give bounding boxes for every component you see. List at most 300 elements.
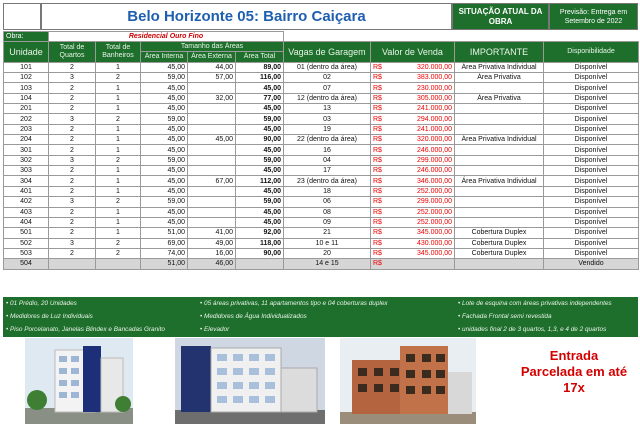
table-row <box>4 124 639 134</box>
availability: Disponível <box>544 217 639 227</box>
bedrooms-count: 2 <box>49 176 96 186</box>
area-total: 45,00 <box>236 83 284 93</box>
area-externa: 16,00 <box>188 248 236 258</box>
construction-status-label: SITUAÇÃO ATUAL DA OBRA <box>452 3 549 30</box>
area-total: 45,00 <box>236 145 284 155</box>
currency-symbol: R$ <box>373 84 382 92</box>
availability: Disponível <box>544 104 639 114</box>
availability: Disponível <box>544 93 639 103</box>
bathrooms-count: 1 <box>96 217 141 227</box>
table-row <box>4 135 639 145</box>
unit-number: 501 <box>4 228 49 238</box>
sale-price <box>371 93 455 103</box>
bedrooms-count: 2 <box>49 93 96 103</box>
currency-symbol: R$ <box>373 136 382 144</box>
col-tamanho: Tamanho das Áreas <box>141 42 284 52</box>
table-row <box>4 62 639 72</box>
unit-number: 104 <box>4 93 49 103</box>
availability: Disponível <box>544 248 639 258</box>
area-total: 77,00 <box>236 93 284 103</box>
important-note <box>455 114 544 124</box>
area-externa: 46,00 <box>188 259 236 269</box>
promo-line-1: Entrada <box>549 348 599 363</box>
area-externa <box>188 145 236 155</box>
availability: Disponível <box>544 186 639 196</box>
area-total: 59,00 <box>236 114 284 124</box>
table-row <box>4 217 639 227</box>
bathrooms-count: 1 <box>96 83 141 93</box>
bullet-icon: • <box>458 300 461 307</box>
price-value: 345.000,00 <box>416 229 452 237</box>
bathrooms-count: 1 <box>96 93 141 103</box>
parking-spots: 12 (dentro da área) <box>284 93 371 103</box>
area-externa: 57,00 <box>188 73 236 83</box>
feature-item: • Fachada Frontal semi revestida <box>458 313 552 320</box>
area-interna: 45,00 <box>141 207 188 217</box>
parking-spots: 21 <box>284 228 371 238</box>
table-row <box>4 73 639 83</box>
bathrooms-count: 1 <box>96 186 141 196</box>
availability: Disponível <box>544 135 639 145</box>
col-valor: Valor de Venda <box>371 42 455 63</box>
price-value: 430.000,00 <box>416 239 452 247</box>
availability: Disponível <box>544 62 639 72</box>
bathrooms-count: 2 <box>96 114 141 124</box>
parking-spots: 10 e 11 <box>284 238 371 248</box>
area-total: 112,00 <box>236 176 284 186</box>
bedrooms-count: 2 <box>49 145 96 155</box>
parking-spots: 06 <box>284 197 371 207</box>
bedrooms-count: 3 <box>49 73 96 83</box>
parking-spots: 02 <box>284 73 371 83</box>
important-note: Cobertura Duplex <box>455 238 544 248</box>
parking-spots: 13 <box>284 104 371 114</box>
bullet-icon: • <box>458 313 461 320</box>
col-quartos: Total de Quartos <box>49 42 96 63</box>
area-externa <box>188 186 236 196</box>
availability: Disponível <box>544 83 639 93</box>
area-total: 118,00 <box>236 238 284 248</box>
area-total: 45,00 <box>236 186 284 196</box>
unit-number: 401 <box>4 186 49 196</box>
unit-number: 302 <box>4 155 49 165</box>
bullet-icon: • <box>200 313 203 320</box>
area-interna: 45,00 <box>141 166 188 176</box>
parking-spots: 18 <box>284 186 371 196</box>
bedrooms-count: 3 <box>49 114 96 124</box>
area-interna: 59,00 <box>141 155 188 165</box>
bedrooms-count: 2 <box>49 104 96 114</box>
sale-price <box>371 197 455 207</box>
area-externa <box>188 83 236 93</box>
area-interna: 59,00 <box>141 114 188 124</box>
currency-symbol: R$ <box>373 105 382 113</box>
area-interna: 45,00 <box>141 176 188 186</box>
bathrooms-count: 1 <box>96 135 141 145</box>
unit-number: 303 <box>4 166 49 176</box>
bedrooms-count: 3 <box>49 197 96 207</box>
currency-symbol: R$ <box>373 177 382 185</box>
unit-number: 202 <box>4 114 49 124</box>
availability: Disponível <box>544 207 639 217</box>
important-note <box>455 124 544 134</box>
table-row <box>4 248 639 258</box>
price-value: 252.000,00 <box>416 219 452 227</box>
availability: Disponível <box>544 124 639 134</box>
price-value: 346.000,00 <box>416 177 452 185</box>
parking-spots: 04 <box>284 155 371 165</box>
unit-number: 201 <box>4 104 49 114</box>
parking-spots: 14 e 15 <box>284 259 371 269</box>
important-note: Área Privativa Individual <box>455 176 544 186</box>
price-value: 241.000,00 <box>416 125 452 133</box>
availability: Disponível <box>544 114 639 124</box>
sale-price <box>371 62 455 72</box>
area-interna: 45,00 <box>141 186 188 196</box>
area-interna: 45,00 <box>141 83 188 93</box>
parking-spots: 17 <box>284 166 371 176</box>
availability: Disponível <box>544 176 639 186</box>
area-externa <box>188 104 236 114</box>
important-note <box>455 104 544 114</box>
price-value: 305.000,00 <box>416 94 452 102</box>
bathrooms-count: 1 <box>96 207 141 217</box>
bullet-icon: • <box>200 326 203 333</box>
unit-number: 103 <box>4 83 49 93</box>
bedrooms-count: 2 <box>49 83 96 93</box>
sale-price <box>371 228 455 238</box>
unit-number: 203 <box>4 124 49 134</box>
obra-name: Residencial Ouro Fino <box>49 32 284 42</box>
sale-price <box>371 207 455 217</box>
important-note: Área Privativa Individual <box>455 62 544 72</box>
promo-line-3: 17x <box>563 380 585 395</box>
currency-symbol: R$ <box>373 63 382 71</box>
availability: Disponível <box>544 145 639 155</box>
important-note: Área Privativa Individual <box>455 135 544 145</box>
unit-number: 503 <box>4 248 49 258</box>
currency-symbol: R$ <box>373 239 382 247</box>
area-externa: 67,00 <box>188 176 236 186</box>
price-value: 345.000,00 <box>416 250 452 258</box>
bedrooms-count: 2 <box>49 124 96 134</box>
area-interna: 45,00 <box>141 104 188 114</box>
unit-number: 404 <box>4 217 49 227</box>
area-externa <box>188 217 236 227</box>
currency-symbol: R$ <box>373 187 382 195</box>
area-externa: 44,00 <box>188 62 236 72</box>
sale-price <box>371 135 455 145</box>
availability: Disponível <box>544 197 639 207</box>
availability: Disponível <box>544 155 639 165</box>
area-total: 45,00 <box>236 104 284 114</box>
promo-line-2: Parcelada em até <box>520 364 628 379</box>
unit-number: 504 <box>4 259 49 269</box>
area-total: 92,00 <box>236 228 284 238</box>
parking-spots: 23 (dentro da área) <box>284 176 371 186</box>
currency-symbol: R$ <box>373 260 382 268</box>
parking-spots: 09 <box>284 217 371 227</box>
col-banheiros: Total de Banheiros <box>96 42 141 63</box>
bedrooms-count: 2 <box>49 135 96 145</box>
price-value: 320.000,00 <box>416 136 452 144</box>
col-unidade: Unidade <box>4 42 49 63</box>
table-row <box>4 186 639 196</box>
area-externa <box>188 114 236 124</box>
feature-item: • Piso Porcelanato, Janelas Blindex e Bancadas Granito <box>6 326 165 333</box>
bedrooms-count: 2 <box>49 228 96 238</box>
price-value: 294.000,00 <box>416 115 452 123</box>
unit-number: 304 <box>4 176 49 186</box>
area-externa: 32,00 <box>188 93 236 103</box>
bullet-icon: • <box>458 326 461 333</box>
currency-symbol: R$ <box>373 167 382 175</box>
parking-spots: 16 <box>284 145 371 155</box>
building-render-side <box>175 338 325 424</box>
area-interna: 59,00 <box>141 197 188 207</box>
parking-spots: 08 <box>284 207 371 217</box>
area-externa <box>188 207 236 217</box>
price-value: 230.000,00 <box>416 84 452 92</box>
feature-item: • unidades final 2 de 3 quartos, 1,3, e 4 de 2 quartos <box>458 326 607 333</box>
area-externa <box>188 124 236 134</box>
area-total: 59,00 <box>236 197 284 207</box>
table-row <box>4 114 639 124</box>
important-note <box>455 166 544 176</box>
unit-number: 101 <box>4 62 49 72</box>
parking-spots: 01 (dentro da área) <box>284 62 371 72</box>
currency-symbol: R$ <box>373 219 382 227</box>
important-note: Área Privativa <box>455 93 544 103</box>
bedrooms-count: 2 <box>49 186 96 196</box>
parking-spots: 07 <box>284 83 371 93</box>
col-disponibilidade: Disponibilidade <box>544 42 639 63</box>
unit-number: 301 <box>4 145 49 155</box>
table-row <box>4 197 639 207</box>
price-value: 320.000,00 <box>416 63 452 71</box>
sale-price <box>371 248 455 258</box>
page-title: Belo Horizonte 05: Bairro Caiçara <box>41 3 452 30</box>
area-interna: 69,00 <box>141 238 188 248</box>
area-total: 90,00 <box>236 248 284 258</box>
header-spacer <box>284 32 639 42</box>
table-row <box>4 93 639 103</box>
table-row <box>4 238 639 248</box>
currency-symbol: R$ <box>373 74 382 82</box>
bathrooms-count <box>96 259 141 269</box>
price-value: 252.000,00 <box>416 208 452 216</box>
unit-number: 403 <box>4 207 49 217</box>
bathrooms-count: 1 <box>96 145 141 155</box>
feature-item: • Lote de esquina com áreas privativas independentes <box>458 300 612 307</box>
important-note <box>455 155 544 165</box>
important-note: Cobertura Duplex <box>455 248 544 258</box>
area-total: 59,00 <box>236 155 284 165</box>
units-table <box>3 31 639 270</box>
currency-symbol: R$ <box>373 250 382 258</box>
bedrooms-count: 2 <box>49 166 96 176</box>
area-interna: 45,00 <box>141 124 188 134</box>
important-note <box>455 145 544 155</box>
payment-promo <box>510 348 638 396</box>
price-value: 299.000,00 <box>416 156 452 164</box>
area-interna: 74,00 <box>141 248 188 258</box>
area-interna: 51,00 <box>141 259 188 269</box>
area-interna: 51,00 <box>141 228 188 238</box>
sale-price <box>371 124 455 134</box>
bathrooms-count: 1 <box>96 62 141 72</box>
bathrooms-count: 2 <box>96 73 141 83</box>
bedrooms-count: 2 <box>49 217 96 227</box>
important-note: Área Privativa <box>455 73 544 83</box>
availability: Disponível <box>544 166 639 176</box>
bedrooms-count: 2 <box>49 248 96 258</box>
area-total: 45,00 <box>236 207 284 217</box>
sale-price <box>371 186 455 196</box>
bathrooms-count: 2 <box>96 248 141 258</box>
area-total: 45,00 <box>236 166 284 176</box>
parking-spots: 20 <box>284 248 371 258</box>
important-note <box>455 207 544 217</box>
feature-item: • Medidores de Água Individualizados <box>200 313 307 320</box>
price-value: 252.000,00 <box>416 187 452 195</box>
currency-symbol: R$ <box>373 156 382 164</box>
building-render-front <box>25 338 133 424</box>
area-externa: 41,00 <box>188 228 236 238</box>
bathrooms-count: 1 <box>96 228 141 238</box>
units-table-body <box>4 62 639 269</box>
area-externa <box>188 197 236 207</box>
unit-number: 204 <box>4 135 49 145</box>
area-total: 89,00 <box>236 62 284 72</box>
bullet-icon: • <box>200 300 203 307</box>
parking-spots: 19 <box>284 124 371 134</box>
table-row <box>4 155 639 165</box>
bathrooms-count: 1 <box>96 124 141 134</box>
parking-spots: 03 <box>284 114 371 124</box>
sale-price <box>371 166 455 176</box>
currency-symbol: R$ <box>373 115 382 123</box>
col-area-externa: Área Externa <box>188 52 236 62</box>
currency-symbol: R$ <box>373 94 382 102</box>
table-row <box>4 259 639 269</box>
table-row <box>4 166 639 176</box>
price-value: 299.000,00 <box>416 198 452 206</box>
bathrooms-count: 2 <box>96 197 141 207</box>
construction-photo <box>340 338 476 424</box>
bathrooms-count: 1 <box>96 176 141 186</box>
table-row <box>4 207 639 217</box>
col-area-total: Área Total <box>236 52 284 62</box>
sale-price <box>371 104 455 114</box>
bedrooms-count <box>49 259 96 269</box>
currency-symbol: R$ <box>373 208 382 216</box>
price-value: 383.000,00 <box>416 74 452 82</box>
area-externa: 45,00 <box>188 135 236 145</box>
feature-item: • 01 Prédio, 20 Unidades <box>6 300 77 307</box>
area-interna: 45,00 <box>141 93 188 103</box>
unit-number: 402 <box>4 197 49 207</box>
features-band <box>3 297 638 337</box>
currency-symbol: R$ <box>373 146 382 154</box>
bedrooms-count: 3 <box>49 238 96 248</box>
availability: Disponível <box>544 228 639 238</box>
area-externa <box>188 155 236 165</box>
important-note <box>455 217 544 227</box>
feature-item: • Elevador <box>200 326 230 333</box>
col-vagas: Vagas de Garagem <box>284 42 371 63</box>
bedrooms-count: 3 <box>49 155 96 165</box>
area-total: 45,00 <box>236 217 284 227</box>
price-value: 246.000,00 <box>416 167 452 175</box>
bathrooms-count: 1 <box>96 104 141 114</box>
area-total <box>236 259 284 269</box>
delivery-forecast: Previsão: Entrega em Setembro de 2022 <box>549 3 638 30</box>
col-area-interna: Área Interna <box>141 52 188 62</box>
bathrooms-count: 2 <box>96 238 141 248</box>
unit-number: 102 <box>4 73 49 83</box>
sale-price <box>371 259 455 269</box>
bathrooms-count: 2 <box>96 155 141 165</box>
feature-item: • Medidores de Luz Individuais <box>6 313 93 320</box>
bullet-icon: • <box>6 313 9 320</box>
currency-symbol: R$ <box>373 229 382 237</box>
important-note: Cobertura Duplex <box>455 228 544 238</box>
area-total: 45,00 <box>236 124 284 134</box>
area-total: 116,00 <box>236 73 284 83</box>
important-note <box>455 197 544 207</box>
area-interna: 45,00 <box>141 135 188 145</box>
bathrooms-count: 1 <box>96 166 141 176</box>
parking-spots: 22 (dentro da área) <box>284 135 371 145</box>
availability: Disponível <box>544 238 639 248</box>
important-note <box>455 83 544 93</box>
area-interna: 45,00 <box>141 62 188 72</box>
bullet-icon: • <box>6 300 9 307</box>
sale-price <box>371 176 455 186</box>
sale-price <box>371 73 455 83</box>
price-value: 246.000,00 <box>416 146 452 154</box>
important-note <box>455 259 544 269</box>
header-logo-cell <box>3 3 41 30</box>
bullet-icon: • <box>6 326 9 333</box>
currency-symbol: R$ <box>373 125 382 133</box>
obra-label: Obra: <box>4 32 49 42</box>
area-externa: 49,00 <box>188 238 236 248</box>
table-row <box>4 145 639 155</box>
bedrooms-count: 2 <box>49 62 96 72</box>
sale-price <box>371 114 455 124</box>
availability: Vendido <box>544 259 639 269</box>
col-importante: IMPORTANTE <box>455 42 544 63</box>
area-interna: 45,00 <box>141 145 188 155</box>
table-row <box>4 176 639 186</box>
table-row <box>4 83 639 93</box>
area-total: 90,00 <box>236 135 284 145</box>
availability: Disponível <box>544 73 639 83</box>
unit-number: 502 <box>4 238 49 248</box>
area-externa <box>188 166 236 176</box>
currency-symbol: R$ <box>373 198 382 206</box>
feature-item: • 05 áreas privativas, 11 apartamentos tipo e 04 coberturas duplex <box>200 300 388 307</box>
price-value: 241.000,00 <box>416 105 452 113</box>
table-row <box>4 228 639 238</box>
table-row <box>4 104 639 114</box>
sale-price <box>371 217 455 227</box>
sale-price <box>371 238 455 248</box>
area-interna: 45,00 <box>141 217 188 227</box>
sale-price <box>371 145 455 155</box>
